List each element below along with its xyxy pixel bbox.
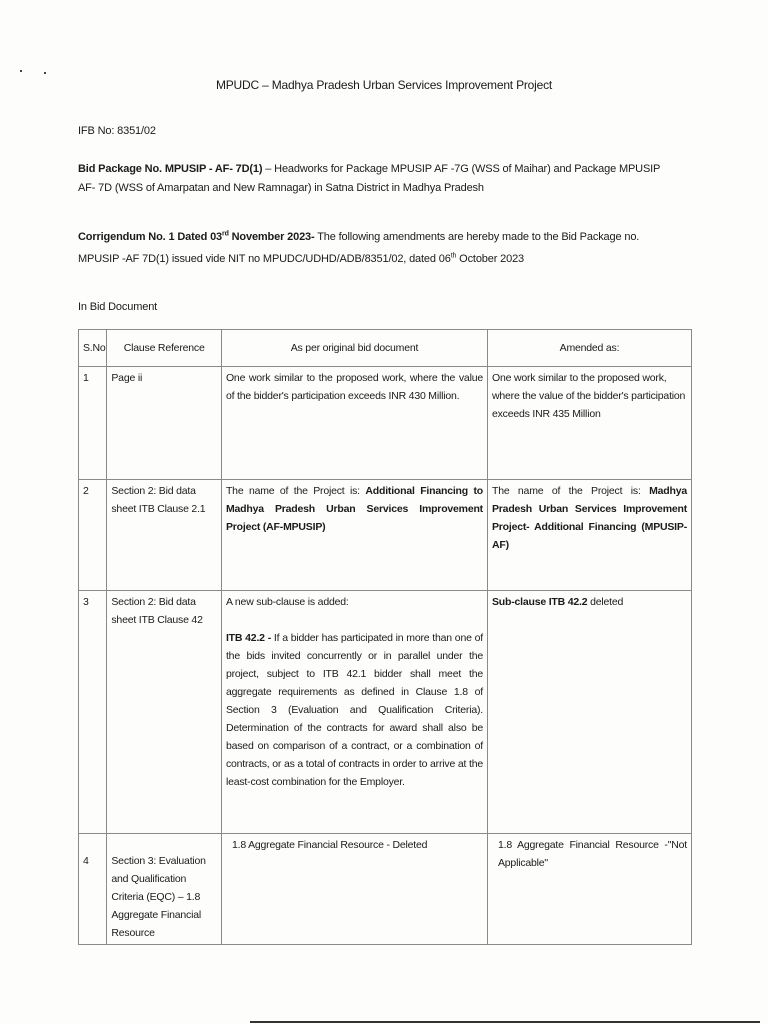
row-clause: Section 2: Bid data sheet ITB Clause 2.1 [107,480,222,591]
corrigendum-label: Corrigendum No. 1 Dated 03rd November 2023- [78,230,315,243]
header-sno: S.No [79,330,107,367]
row-clause: Section 3: Evaluation and Qualification Criteria (EQC) – 1.8 Aggregate Financial Resource [107,834,222,945]
header-amended: Amended as: [487,330,691,367]
table-row [79,480,692,591]
row-original-body: ITB 42.2 - If a bidder has participated in more than one of the bids invited concurrently or in parallel under the project, subject to ITB 42.1 bidder shall meet the aggregate requirements as defined in Clause 1.8 of Section 3 (Evaluation and Qualification Criteria). Determination of the contracts for award shall also be based on comparison of a contract, or a combination of contracts, or as a total of contracts in order to arrive at the least-cost combination for the Employer. [225,632,483,788]
bid-package-label: Bid Package No. MPUSIP - AF- 7D(1) [78,163,263,175]
section-label: In Bid Document [78,301,158,313]
row-original-intro: A new sub-clause is added: [225,596,349,608]
scan-speck [20,70,22,72]
amendments-table [78,329,692,945]
row-amended: 1.8 Aggregate Financial Resource -"Not Applicable" [487,834,691,945]
header-clause: Clause Reference [107,330,222,367]
row-amended: The name of the Project is: Madhya Pradesh Urban Services Improvement Project- Additional Financing (MPUSIP-AF) [487,480,691,591]
row-original: The name of the Project is: Additional Financing to Madhya Pradesh Urban Services Improvement Project (AF-MPUSIP) [221,480,487,591]
row-amended: One work similar to the proposed work, where the value of the bidder's participation exceeds INR 435 Million [487,367,691,480]
table-row [79,591,692,834]
row-sno: 3 [79,591,107,834]
scan-speck [44,72,46,74]
row-original: One work similar to the proposed work, where the value of the bidder's participation exceeds INR 430 Million. [221,367,487,480]
document-title: MPUDC – Madhya Pradesh Urban Services Improvement Project [215,78,553,92]
row-original [221,591,487,834]
row-sno: 4 [79,834,107,945]
header-original: As per original bid document [221,330,487,367]
row-original: 1.8 Aggregate Financial Resource - Deleted [221,834,487,945]
corrigendum-text: The following amendments are hereby made to the Bid Package no. MPUSIP -AF 7D(1) issued vide NIT no MPUDC/UDHD/ADB/8351/02, dated 06th October 2023 [78,230,640,266]
corrigendum-paragraph [78,224,678,269]
row-clause: Section 2: Bid data sheet ITB Clause 42 [107,591,222,834]
bid-package-text: – Headworks for Package MPUSIP AF -7G (WSS of Maihar) and Package MPUSIP AF- 7D (WSS of Amarpatan and New Ramnagar) in Satna District in Madhya Pradesh [78,163,661,194]
scan-edge-line [250,1021,760,1023]
table-row [79,834,692,945]
row-clause: Page ii [107,367,222,480]
row-sno: 1 [79,367,107,480]
table-header-row [79,330,692,367]
ifb-number: IFB No: 8351/02 [78,125,156,137]
table-row [79,367,692,480]
row-sno: 2 [79,480,107,591]
bid-package-paragraph [78,160,678,198]
row-amended: Sub-clause ITB 42.2 deleted [487,591,691,834]
